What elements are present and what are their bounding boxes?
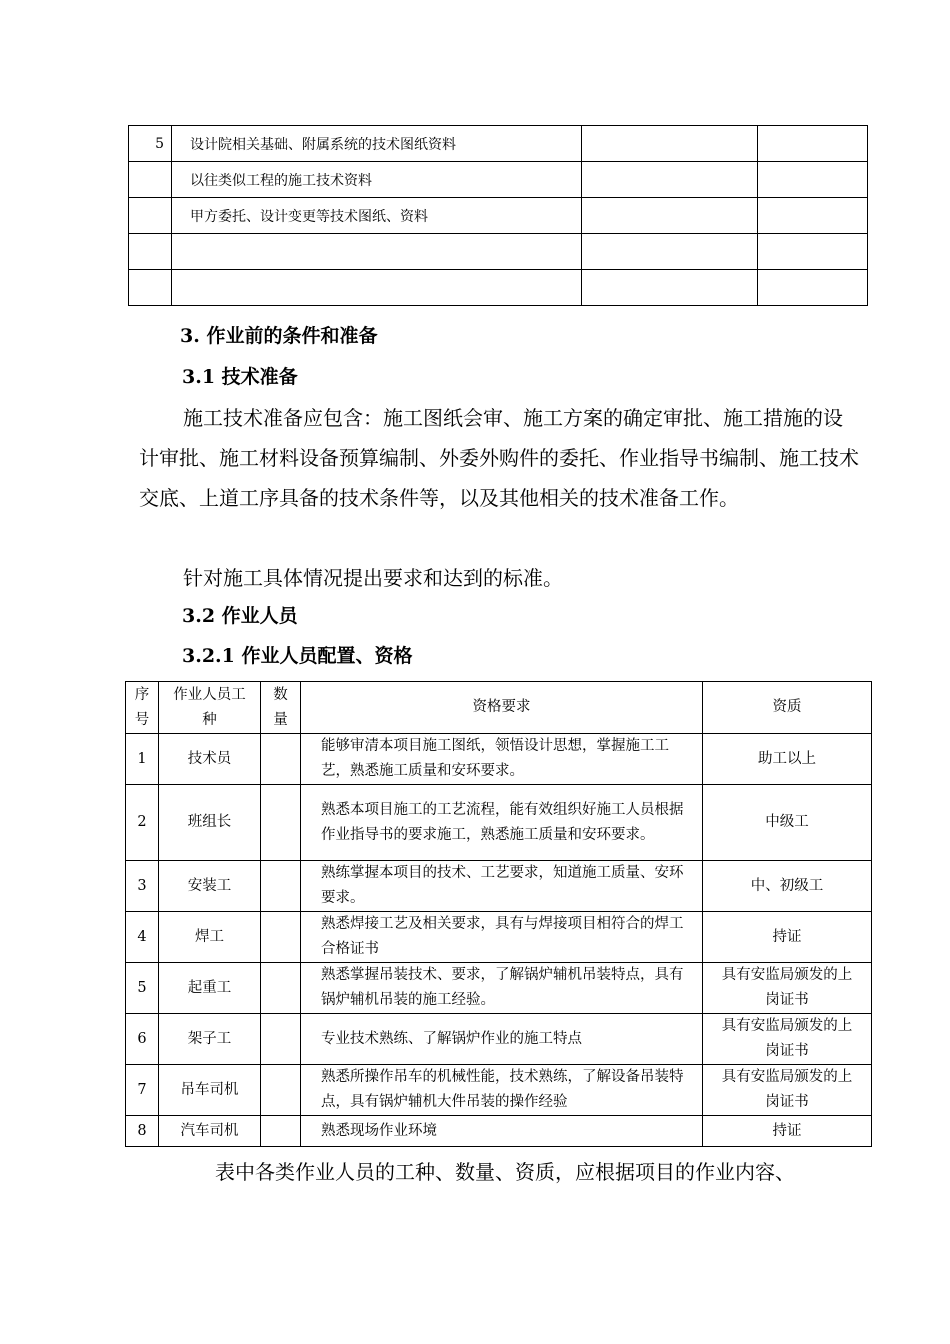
worker-qty [261, 861, 301, 912]
cell [758, 234, 868, 270]
worker-qty [261, 785, 301, 861]
row-number: 5 [126, 963, 159, 1014]
doc-item [172, 270, 582, 306]
subsection-heading: 3.1 技术准备 [182, 366, 298, 388]
doc-item: 设计院相关基础、附属系统的技术图纸资料 [172, 126, 582, 162]
body-paragraph: 表中各类作业人员的工种、数量、资质，应根据项目的作业内容、 [215, 1160, 795, 1184]
worker-type: 安装工 [159, 861, 261, 912]
table-row [126, 1065, 872, 1116]
row-number: 4 [126, 912, 159, 963]
qualification: 中级工 [703, 785, 872, 861]
table-row [126, 912, 872, 963]
table-row [126, 734, 872, 785]
table-row [126, 1014, 872, 1065]
qualification: 中、初级工 [703, 861, 872, 912]
qualification: 持证 [703, 1116, 872, 1147]
header-type: 作业人员工种 [159, 682, 261, 734]
requirements: 熟悉焊接工艺及相关要求，具有与焊接项目相符合的焊工合格证书 [301, 912, 703, 963]
requirements: 熟悉现场作业环境 [301, 1116, 703, 1147]
row-number [129, 270, 172, 306]
row-number: 2 [126, 785, 159, 861]
reference-docs-table [128, 125, 868, 306]
cell [758, 198, 868, 234]
table-row [129, 270, 868, 306]
worker-qty [261, 1116, 301, 1147]
worker-type: 吊车司机 [159, 1065, 261, 1116]
worker-type: 汽车司机 [159, 1116, 261, 1147]
worker-qty [261, 963, 301, 1014]
table-row [129, 234, 868, 270]
requirements: 能够审清本项目施工图纸，领悟设计思想，掌握施工工艺，熟悉施工质量和安环要求。 [301, 734, 703, 785]
cell [758, 270, 868, 306]
cell [582, 162, 758, 198]
header-requirements: 资格要求 [301, 682, 703, 734]
table-row [126, 1116, 872, 1147]
requirements: 熟悉本项目施工的工艺流程，能有效组织好施工人员根据作业指导书的要求施工，熟悉施工质量和安环要求。 [301, 785, 703, 861]
row-number: 3 [126, 861, 159, 912]
header-qualification: 资质 [703, 682, 872, 734]
row-number: 8 [126, 1116, 159, 1147]
row-number: 6 [126, 1014, 159, 1065]
worker-qty [261, 734, 301, 785]
table-row [126, 963, 872, 1014]
subsection-heading: 3.2.1 作业人员配置、资格 [182, 645, 413, 667]
qualification: 持证 [703, 912, 872, 963]
table-row [129, 162, 868, 198]
section-heading: 3. 作业前的条件和准备 [180, 325, 378, 347]
worker-type: 技术员 [159, 734, 261, 785]
body-paragraph: 针对施工具体情况提出要求和达到的标准。 [183, 566, 563, 590]
table-row [126, 861, 872, 912]
requirements: 专业技术熟练、了解锅炉作业的施工特点 [301, 1014, 703, 1065]
worker-type: 班组长 [159, 785, 261, 861]
doc-item [172, 234, 582, 270]
worker-type: 起重工 [159, 963, 261, 1014]
cell [582, 126, 758, 162]
qualification: 具有安监局颁发的上岗证书 [703, 963, 872, 1014]
body-paragraph: 施工技术准备应包含：施工图纸会审、施工方案的确定审批、施工措施的设计审批、施工材料设备预算编制、外委外购件的委托、作业指导书编制、施工技术交底、上道工序具备的技术条件等，以及其他相关的技术准备工作。 [139, 406, 859, 510]
header-no: 序号 [126, 682, 159, 734]
subsection-heading: 3.2 作业人员 [182, 605, 298, 627]
doc-item: 以往类似工程的施工技术资料 [172, 162, 582, 198]
row-number [129, 162, 172, 198]
cell [582, 270, 758, 306]
qualification: 具有安监局颁发的上岗证书 [703, 1065, 872, 1116]
requirements: 熟悉所操作吊车的机械性能，技术熟练，了解设备吊装特点，具有锅炉辅机大件吊装的操作经验 [301, 1065, 703, 1116]
staff-qualification-table [125, 681, 872, 1147]
worker-qty [261, 912, 301, 963]
table-row [126, 785, 872, 861]
worker-type: 架子工 [159, 1014, 261, 1065]
qualification: 具有安监局颁发的上岗证书 [703, 1014, 872, 1065]
requirements: 熟悉掌握吊装技术、要求，了解锅炉辅机吊装特点，具有锅炉辅机吊装的施工经验。 [301, 963, 703, 1014]
table-row [129, 126, 868, 162]
cell [758, 162, 868, 198]
row-number [129, 234, 172, 270]
qualification: 助工以上 [703, 734, 872, 785]
doc-item: 甲方委托、设计变更等技术图纸、资料 [172, 198, 582, 234]
table-row [129, 198, 868, 234]
worker-qty [261, 1014, 301, 1065]
cell [758, 126, 868, 162]
row-number: 7 [126, 1065, 159, 1116]
table-header-row [126, 682, 872, 734]
header-qty: 数量 [261, 682, 301, 734]
row-number: 5 [129, 126, 172, 162]
row-number: 1 [126, 734, 159, 785]
cell [582, 234, 758, 270]
cell [582, 198, 758, 234]
worker-type: 焊工 [159, 912, 261, 963]
worker-qty [261, 1065, 301, 1116]
requirements: 熟练掌握本项目的技术、工艺要求，知道施工质量、安环要求。 [301, 861, 703, 912]
row-number [129, 198, 172, 234]
